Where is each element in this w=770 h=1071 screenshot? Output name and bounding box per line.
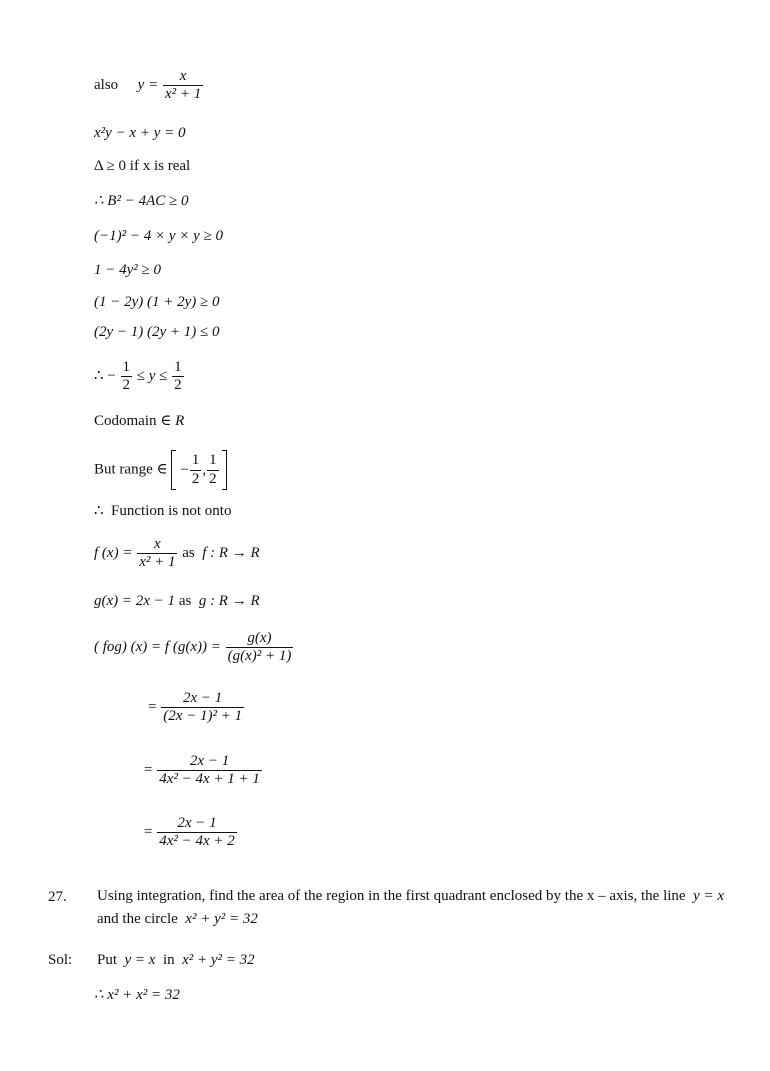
simplify-step-1: = $\frac{2x - 1}{\text{(2x − 1)² + 1}}$	[148, 690, 243, 725]
simplify-step-2: = $\frac{2x - 1}{\text{4x² − 4x + 1 + 1}}$	[144, 753, 260, 788]
word-also: also	[94, 77, 119, 94]
solution-result-line: ∴ x² + x² = 32	[94, 987, 180, 1003]
equation-line-fact1: (1 − 2y) (1 + 2y) ≥ 0	[94, 294, 220, 310]
equation-line-1: x²y − x + y = 0	[94, 125, 186, 141]
equation-line-b2: ∴ B² − 4AC ≥ 0	[94, 193, 189, 209]
fraction-also: $\frac{x}{\text{x² + 1}}$	[164, 68, 202, 103]
equation-line-delta: Δ ≥ 0 if x is real	[94, 158, 191, 174]
question-text: Using integration, find the area of the region in the first quadrant enclosed by the x – axis, the line y = x and the circle x² + y² = 32	[97, 888, 725, 928]
f-definition-line: f (x) = $\frac{x}{\text{x² + 1}}$ as f : R → R	[94, 536, 260, 571]
g-definition-line: g(x) = 2x − 1 as g : R → R	[94, 593, 260, 609]
equation-line-inequality: ∴ − $\frac{1}{2}$ ≤ y ≤ $\frac{1}{2}$	[94, 359, 182, 394]
fog-line: ( fog) (x) = f (g(x)) = $\frac{g(x)}{\text{(g(x)² + 1)}}$	[94, 630, 292, 665]
equation-line-sub: (−1)² − 4 × y × y ≥ 0	[94, 228, 224, 244]
left-bracket	[171, 450, 176, 490]
solution-put-line: Put y = x in x² + y² = 32	[97, 952, 255, 968]
also-lhs: y =	[137, 77, 159, 94]
range-line: But range ∈ − $\frac{1}{2}$ , $\frac{1}{2}$	[94, 450, 227, 490]
not-onto-line: ∴ Function is not onto	[94, 503, 232, 519]
simplify-step-3: = $\frac{2x - 1}{\text{4x² − 4x + 2}}$	[144, 815, 235, 850]
question-number: 27.	[48, 889, 67, 905]
fraction-half: $\frac{1}{2}$	[174, 359, 182, 394]
line-also	[94, 68, 204, 104]
equation-line-one: 1 − 4y² ≥ 0	[94, 262, 162, 278]
fraction-neg-half: $\frac{1}{2}$	[122, 359, 131, 394]
right-bracket	[222, 450, 227, 490]
solution-label: Sol:	[48, 952, 73, 968]
equation-line-fact2: (2y − 1) (2y + 1) ≤ 0	[94, 324, 220, 340]
range-interval: − $\frac{1}{2}$ , $\frac{1}{2}$	[171, 450, 226, 490]
codomain-line: Codomain ∈ R	[94, 413, 185, 429]
